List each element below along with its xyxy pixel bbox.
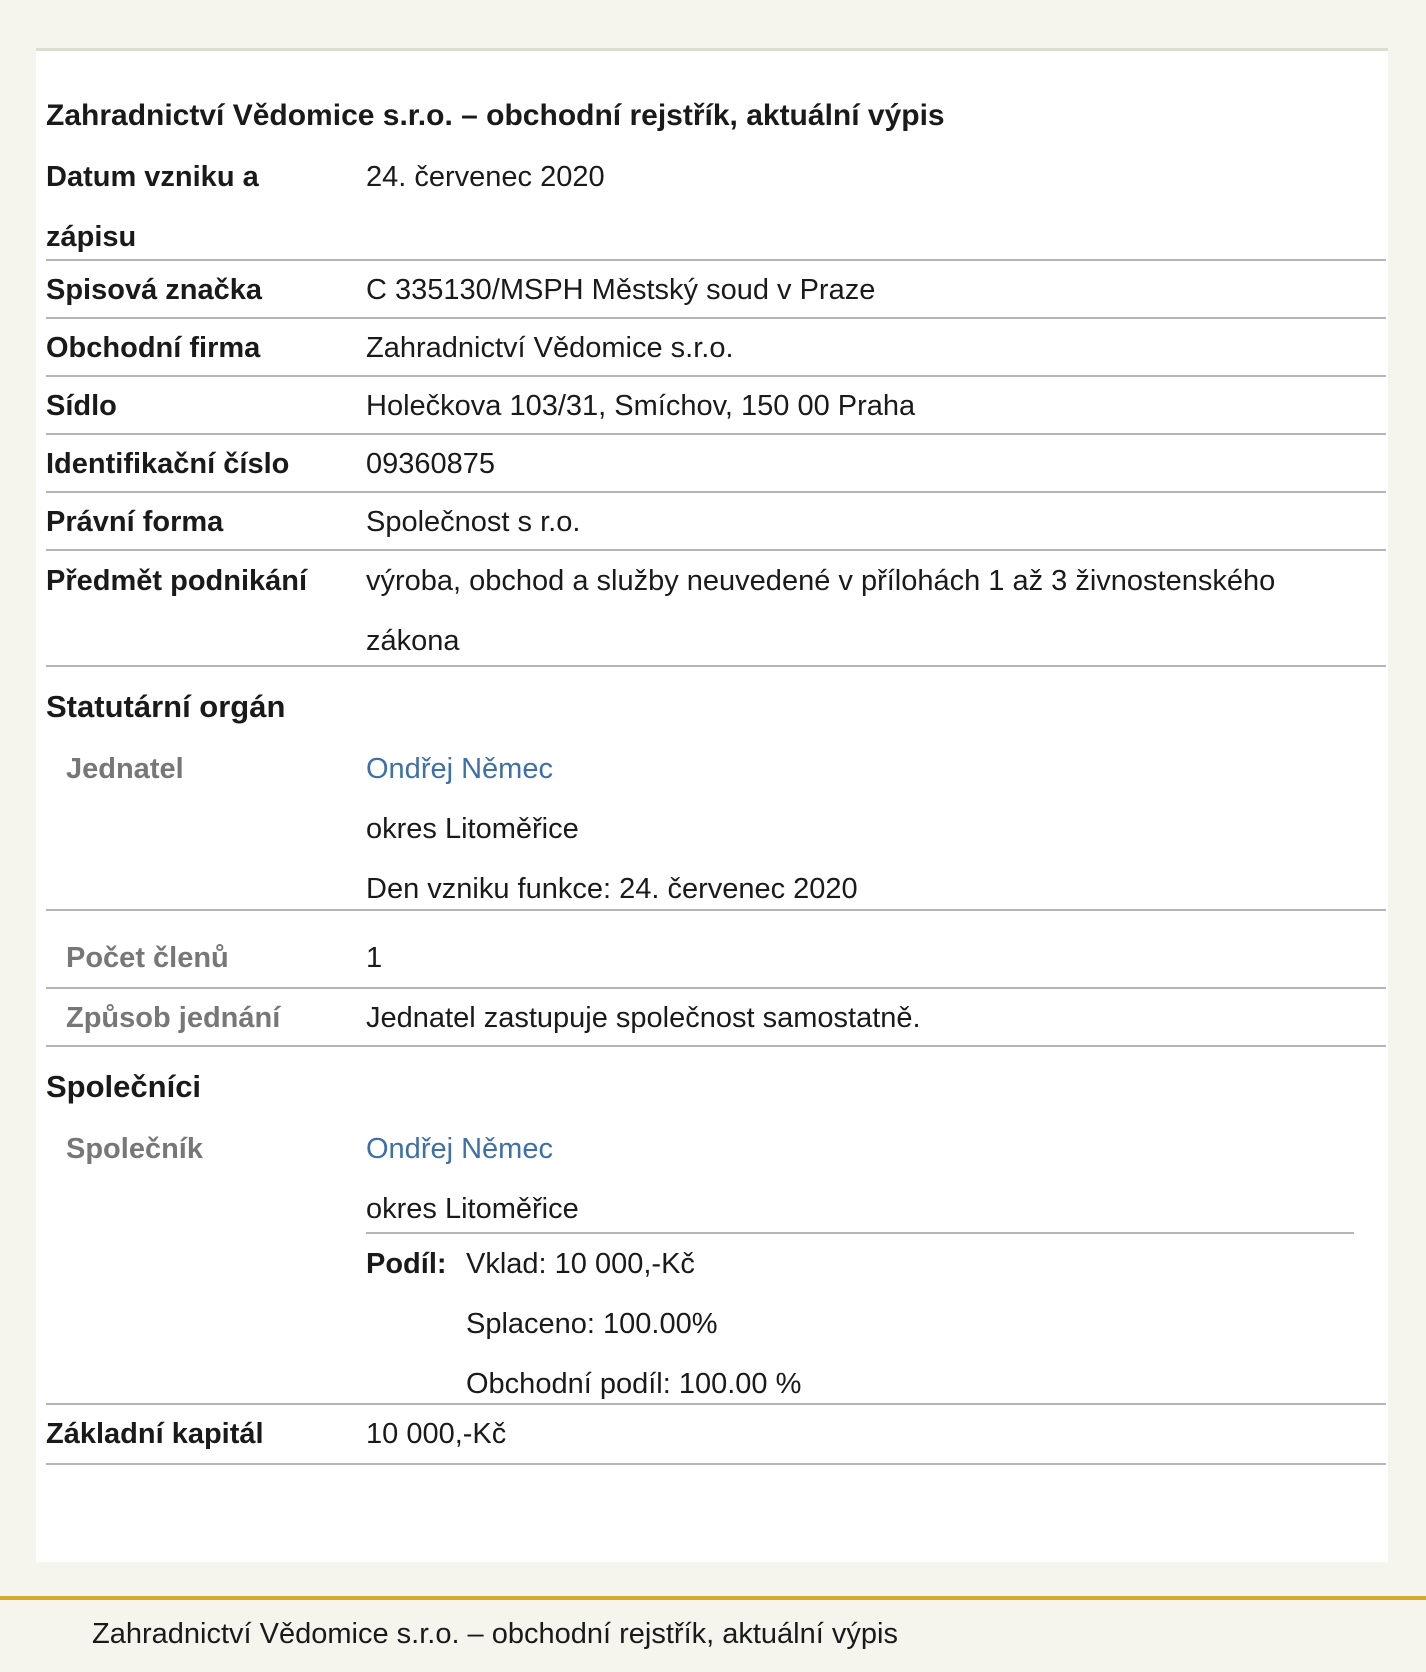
row-obchodni-firma <box>46 319 1386 377</box>
register-card <box>36 48 1388 1562</box>
value-spolecnik <box>366 1119 1366 1239</box>
spolecnik-name-link[interactable]: Ondřej Němec <box>366 1133 553 1165</box>
spolecnik-okres: okres Litoměřice <box>366 1193 579 1225</box>
jednatel-okres: okres Litoměřice <box>366 813 579 845</box>
row-zpusob-jednani <box>46 989 1386 1047</box>
label-sidlo: Sídlo <box>46 390 117 422</box>
label-jednatel: Jednatel <box>66 753 184 785</box>
section-statutarni-organ: Statutární orgán <box>46 689 286 724</box>
row-spisova-znacka <box>46 261 1386 319</box>
row-spolecnik <box>46 1119 1386 1405</box>
podil-splaceno: Splaceno: 100.00% <box>466 1308 718 1340</box>
label-pravni-forma: Právní forma <box>46 506 224 538</box>
footer <box>0 1596 1426 1672</box>
value-pocet-clenu: 1 <box>366 942 383 974</box>
label-zpusob-jednani: Způsob jednání <box>66 1002 281 1034</box>
value-predmet-podnikani <box>366 551 1366 671</box>
value-predmet-line1: výroba, obchod a služby neuvedené v přílohách 1 až 3 živnostenského <box>366 565 1276 597</box>
label-pocet-clenu: Počet členů <box>66 942 229 974</box>
value-datum-vzniku: 24. červenec 2020 <box>366 161 605 193</box>
value-obchodni-firma: Zahradnictví Vědomice s.r.o. <box>366 332 734 364</box>
value-zakladni-kapital: 10 000,-Kč <box>366 1418 507 1450</box>
row-jednatel <box>46 739 1386 911</box>
jednatel-den-vzniku: Den vzniku funkce: 24. červenec 2020 <box>366 873 858 905</box>
value-spisova-znacka: C 335130/MSPH Městský soud v Praze <box>366 274 876 306</box>
row-pocet-clenu <box>46 911 1386 989</box>
value-zpusob-jednani: Jednatel zastupuje společnost samostatně. <box>366 1002 921 1034</box>
label-datum-vzniku-line2: zápisu <box>46 221 137 253</box>
row-predmet-podnikani <box>46 551 1386 667</box>
value-identifikacni-cislo: 09360875 <box>366 448 496 480</box>
row-sidlo <box>46 377 1386 435</box>
row-datum-vzniku <box>46 147 1386 261</box>
row-zakladni-kapital <box>46 1405 1386 1465</box>
label-identifikacni-cislo: Identifikační číslo <box>46 448 290 480</box>
label-obchodni-firma: Obchodní firma <box>46 332 261 364</box>
podil-label: Podíl: <box>366 1248 447 1280</box>
row-pravni-forma <box>46 493 1386 551</box>
label-datum-vzniku <box>46 147 346 267</box>
jednatel-name-link[interactable]: Ondřej Němec <box>366 753 553 785</box>
value-predmet-line2: zákona <box>366 625 460 657</box>
page-title: Zahradnictví Vědomice s.r.o. – obchodní rejstřík, aktuální výpis <box>46 99 945 132</box>
section-spolecnici: Společníci <box>46 1069 202 1104</box>
podil-values <box>466 1234 801 1414</box>
value-sidlo: Holečkova 103/31, Smíchov, 150 00 Praha <box>366 390 916 422</box>
label-datum-vzniku-line1: Datum vzniku a <box>46 161 259 193</box>
row-identifikacni-cislo <box>46 435 1386 493</box>
label-spisova-znacka: Spisová značka <box>46 274 262 306</box>
footer-text: Zahradnictví Vědomice s.r.o. – obchodní rejstřík, aktuální výpis <box>92 1618 898 1650</box>
podil-vklad: Vklad: 10 000,-Kč <box>466 1248 695 1280</box>
label-zakladni-kapital: Základní kapitál <box>46 1418 264 1450</box>
label-spolecnik: Společník <box>66 1133 203 1165</box>
podil-obchodni: Obchodní podíl: 100.00 % <box>466 1368 802 1400</box>
value-jednatel <box>366 739 1366 919</box>
spolecnik-podil <box>366 1232 1354 1406</box>
label-predmet-podnikani: Předmět podnikání <box>46 565 308 597</box>
value-pravni-forma: Společnost s r.o. <box>366 506 581 538</box>
